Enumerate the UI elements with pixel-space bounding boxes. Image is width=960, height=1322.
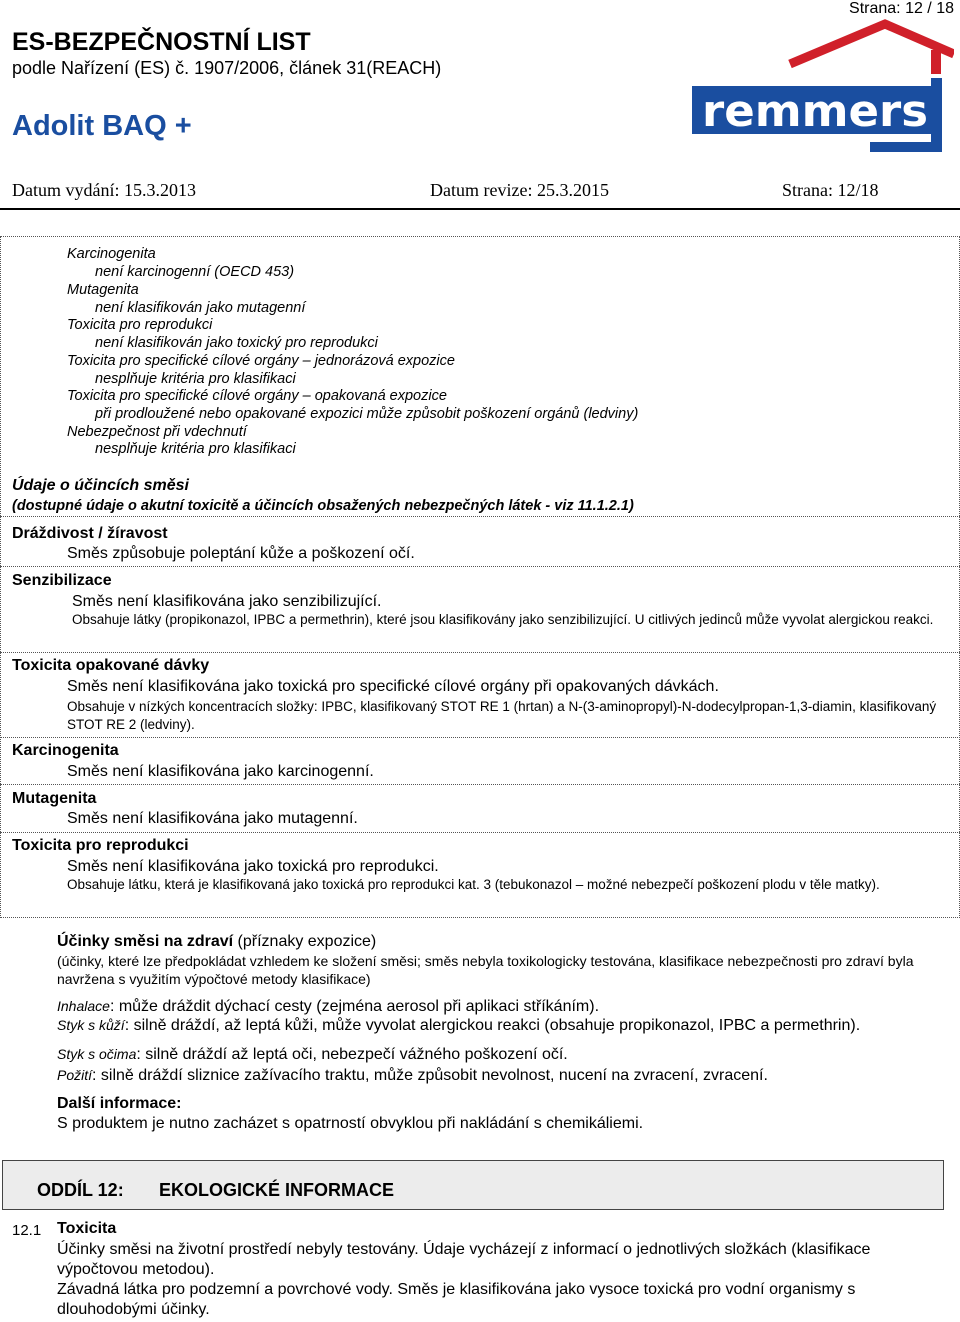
health-effects-note: (účinky, které lze předpokládat vzhledem ke složení směsi; směs nebyla toxikologicky testována, klasifikace nebezpečnosti pro zdraví byla navržena s využitím výpočtové metody klasifikace) xyxy=(57,953,914,987)
tox-line: Karcinogenita xyxy=(67,246,156,262)
tox-line: není klasifikován jako toxický pro reprodukci xyxy=(95,335,378,351)
section-title-repeated-dose: Toxicita opakované dávky xyxy=(12,657,210,674)
issue-date: Datum vydání: 15.3.2013 xyxy=(12,180,196,200)
health-effects-heading: Účinky směsi na zdraví (příznaky expozice) xyxy=(57,933,377,950)
tox-line: není klasifikován jako mutagenní xyxy=(95,300,306,316)
document-subtitle: podle Nařízení (ES) č. 1907/2006, článek 31(REACH) xyxy=(12,58,442,78)
tox-line: Nebezpečnost při vdechnutí xyxy=(67,424,247,440)
section-note-reproduction: Obsahuje látku, která je klasifikovaná jako toxická pro reprodukci kat. 3 (tebukonazol – možné nebezpečí poškození plodu v těle matky). xyxy=(67,877,880,892)
further-info-text: S produktem je nutno zacházet s opatrností obvyklou při nakládání s chemikáliemi. xyxy=(57,1115,644,1132)
tox-line: Mutagenita xyxy=(67,282,139,298)
logo-wordmark: remmers xyxy=(702,86,928,137)
page-counter: Strana: 12 / 18 xyxy=(849,0,954,17)
section-title-irritation: Dráždivost / žíravost xyxy=(12,525,168,542)
section-text-repeated-dose: Směs není klasifikována jako toxická pro specifické cílové orgány při opakovaných dávkách. xyxy=(67,678,719,695)
section-divider xyxy=(0,737,960,738)
section-note-repeated-dose: Obsahuje v nízkých koncentracích složky: IPBC, klasifikovaný STOT RE 1 (hrtan) a N-(3-aminopropyl)-N-dodecylpropan-1,3-diamin, klasifikovaný STOT RE 2 (ledviny). xyxy=(67,699,937,732)
section-note-sensitisation: Obsahuje látky (propikonazol, IPBC a permethrin), které jsou klasifikovány jako senzibilizující. U citlivých jedinců může vyvolat alergickou reakci. xyxy=(72,612,934,627)
section-divider xyxy=(0,516,960,517)
section-divider xyxy=(0,652,960,653)
mixture-effects-note: (dostupné údaje o akutní toxicitě a účincích obsažených nebezpečných látek - viz 11.1.2.1) xyxy=(12,498,634,514)
section-12-title: EKOLOGICKÉ INFORMACE xyxy=(159,1180,395,1200)
section-text-carcinogenicity: Směs není klasifikována jako karcinogenní. xyxy=(67,763,374,780)
header-rule xyxy=(0,208,960,210)
route-inhalation: Inhalace: může dráždit dýchací cesty (zejména aerosol při aplikaci stříkáním). xyxy=(57,998,600,1015)
ecotox-text-2: Závadná látka pro podzemní a povrchové vody. Směs je klasifikována jako vysoce toxická pro vodní organismy s dlouhodobými účinky. xyxy=(57,1281,856,1318)
route-skin: Styk s kůží: silně dráždí, až leptá kůži, může vyvolat alergickou reakci (obsahuje propikonazol, IPBC a permethrin). xyxy=(57,1017,861,1034)
section-title-mutagenicity: Mutagenita xyxy=(12,790,97,807)
tox-line: při prodloužené nebo opakované expozici může způsobit poškození orgánů (ledviny) xyxy=(95,406,639,422)
route-ingestion: Požití: silně dráždí sliznice zažívacího traktu, může způsobit nevolnost, nucení na zvracení, zvracení. xyxy=(57,1067,768,1084)
section-divider xyxy=(0,566,960,567)
section-text-reproduction: Směs není klasifikována jako toxická pro reprodukci. xyxy=(67,858,439,875)
section-title-sensitisation: Senzibilizace xyxy=(12,572,112,589)
product-name: Adolit BAQ + xyxy=(12,110,192,142)
section-text-sensitisation: Směs není klasifikována jako senzibilizující. xyxy=(72,593,382,610)
further-info-label: Další informace: xyxy=(57,1095,182,1112)
tox-line: Toxicita pro reprodukci xyxy=(67,317,213,333)
revision-date: Datum revize: 25.3.2015 xyxy=(430,180,609,200)
document-title: ES-BEZPEČNOSTNÍ LIST xyxy=(12,28,311,56)
section-divider xyxy=(0,832,960,833)
section-12-banner xyxy=(2,1160,944,1210)
section-text-irritation: Směs způsobuje poleptání kůže a poškození očí. xyxy=(67,545,415,562)
tox-line: není karcinogenní (OECD 453) xyxy=(95,264,295,280)
section-title-carcinogenicity: Karcinogenita xyxy=(12,742,119,759)
section-divider xyxy=(0,784,960,785)
tox-line: nesplňuje kritéria pro klasifikaci xyxy=(95,371,296,387)
section-12-number: ODDÍL 12: xyxy=(37,1180,124,1200)
tox-line: Toxicita pro specifické cílové orgány – opakovaná expozice xyxy=(67,388,447,404)
subsection-number: 12.1 xyxy=(12,1222,42,1239)
mixture-effects-heading: Údaje o účincích směsi xyxy=(12,477,189,494)
tox-line: Toxicita pro specifické cílové orgány – jednorázová expozice xyxy=(67,353,455,369)
remmers-logo xyxy=(692,18,954,158)
subsection-title: Toxicita xyxy=(57,1220,117,1237)
section-title-reproduction: Toxicita pro reprodukci xyxy=(12,837,189,854)
section-text-mutagenicity: Směs není klasifikována jako mutagenní. xyxy=(67,810,358,827)
route-eyes: Styk s očima: silně dráždí až leptá oči, nebezpečí vážného poškození očí. xyxy=(57,1046,568,1063)
tox-line: nesplňuje kritéria pro klasifikaci xyxy=(95,441,296,457)
ecotox-text-1: Účinky směsi na životní prostředí nebyly testovány. Údaje vycházejí z informací o jednotlivých složkách (klasifikace výpočtovou metodou). xyxy=(57,1241,871,1278)
page-number: Strana: 12/18 xyxy=(782,180,879,200)
